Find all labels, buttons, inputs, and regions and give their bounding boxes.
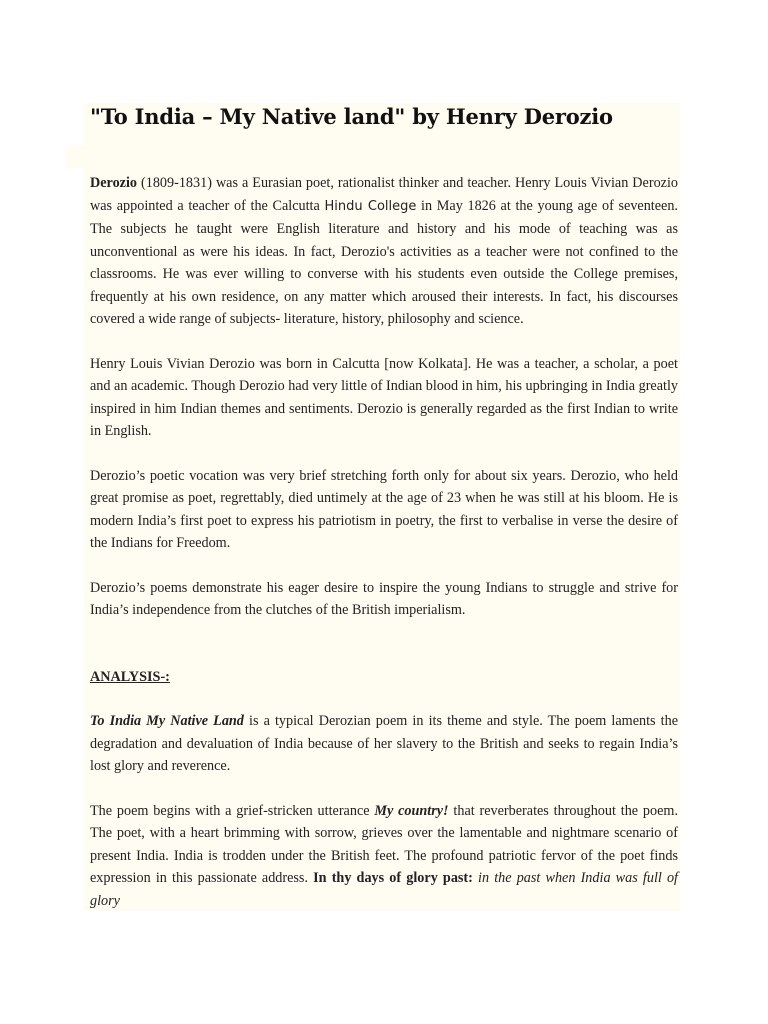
gloss-text: in the past when India was full of glory [90, 870, 679, 909]
paragraph-opening [90, 800, 678, 913]
analysis-heading [90, 666, 678, 689]
paragraph-biography [90, 172, 678, 331]
highlight-marker [66, 146, 88, 168]
paragraph-text: in May 1826 at the young age of seventeen. The subjects he taught were English literature and history and his mode of teaching was as unconventional as were his ideas. In fact, Derozio's activities as a teacher were not confined to the classrooms. He was ever willing to converse with his students even outside the College premises, frequently at his own residence, on any matter which aroused their interests. In fact, his discourses covered a wide range of subjects- literature, history, philosophy and science. [90, 197, 678, 327]
document-title: "To India – My Native land" by Henry Derozio [90, 104, 613, 129]
paragraph-text: that reverberates throughout the poem. The poet, with a heart brimming with sorrow, grieves over the lamentable and nightmare scenario of present India. India is trodden under the British feet. The profound patriotic fervor of the poet finds expression in this passionate address. [90, 802, 678, 886]
paragraph-text: The poem begins with a grief-stricken utterance [90, 802, 375, 819]
document-content [90, 100, 678, 912]
paragraph-analysis [90, 710, 678, 778]
paragraph-birth: Henry Louis Vivian Derozio was born in Calcutta [now Kolkata]. He was a teacher, a scholar, a poet and an academic. Though Derozio had very little of Indian blood in him, his upbringing in India greatly inspired in him Indian themes and sentiments. Derozio is generally regarded as the first Indian to write in English. [90, 355, 678, 439]
paragraph-vocation: Derozio’s poetic vocation was very brief stretching forth only for about six years. Derozio, who held great promise as poet, regrettably, died untimely at the age of 23 when he was still at his bloom. He is modern India’s first poet to express his patriotism in poetry, the first to verbalise in verse the desire of the Indians for Freedom. [90, 467, 678, 551]
poem-title: To India My Native Land [90, 713, 244, 729]
paragraph-poems: Derozio’s poems demonstrate his eager desire to inspire the young Indians to struggle and strive for India’s independence from the clutches of the British imperialism. [90, 579, 678, 618]
paragraph-text: is a typical Derozian poem in its theme and style. The poem laments the degradation and devaluation of India because of her slavery to the British and seeks to regain India’s lost glory and reverence. [90, 713, 678, 774]
quote-days-of-glory: In thy days of glory past: [313, 870, 473, 886]
quote-my-country: My country! [374, 802, 449, 819]
college-name: Hindu College [324, 198, 417, 214]
analysis-heading-text: ANALYSIS-: [90, 668, 170, 685]
poet-name: Derozio [90, 175, 138, 191]
paragraph-text: (1809-1831) was a Eurasian poet, rationalist thinker and teacher. Henry Louis Vivian Derozio was appointed a teacher of the Calcutta [90, 175, 678, 214]
